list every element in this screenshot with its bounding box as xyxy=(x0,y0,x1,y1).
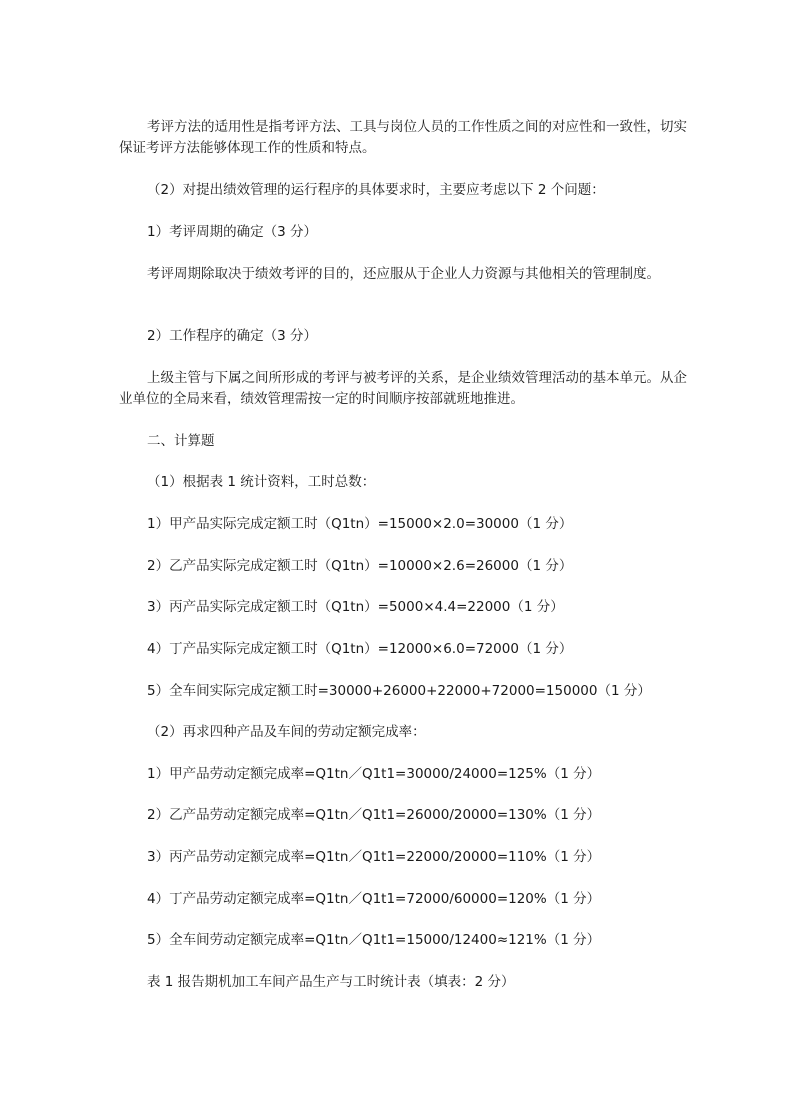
paragraph-method-applicability: 考评方法的适用性是指考评方法、工具与岗位人员的工作性质之间的对应性和一致性，切实保证考评方法能够体现工作的性质和特点。 xyxy=(119,119,687,156)
calc-line-product-c-rate: 3）丙产品劳动定额完成率=Q1tn／Q1t1=22000/20000=110%（1 分） xyxy=(147,849,601,865)
paragraph-completion-rate-intro: （2）再求四种产品及车间的劳动定额完成率： xyxy=(147,724,426,740)
heading-work-procedure: 2）工作程序的确定（3 分） xyxy=(147,328,317,344)
calc-line-product-d-hours: 4）丁产品实际完成定额工时（Q1tn）=12000×6.0=72000（1 分） xyxy=(147,641,573,657)
paragraph-work-procedure: 上级主管与下属之间所形成的考评与被考评的关系，是企业绩效管理活动的基本单元。从企业单位的全局来看，绩效管理需按一定的时间顺序按部就班地推进。 xyxy=(119,370,687,407)
calc-line-product-b-hours: 2）乙产品实际完成定额工时（Q1tn）=10000×2.6=26000（1 分） xyxy=(147,558,573,574)
paragraph-total-hours-intro: （1）根据表 1 统计资料，工时总数： xyxy=(147,474,376,490)
calc-line-workshop-hours: 5）全车间实际完成定额工时=30000+26000+22000+72000=150000（1 分） xyxy=(147,683,651,699)
section-heading-calculation: 二、计算题 xyxy=(147,433,215,449)
calc-line-workshop-rate: 5）全车间劳动定额完成率=Q1tn／Q1t1=15000/12400≈121%（1 分） xyxy=(147,932,601,948)
calc-line-product-d-rate: 4）丁产品劳动定额完成率=Q1tn／Q1t1=72000/60000=120%（1 分） xyxy=(147,891,601,907)
calc-line-product-a-rate: 1）甲产品劳动定额完成率=Q1tn／Q1t1=30000/24000=125%（1 分） xyxy=(147,766,601,782)
paragraph-appraisal-cycle: 考评周期除取决于绩效考评的目的，还应服从于企业人力资源与其他相关的管理制度。 xyxy=(147,266,660,282)
calc-line-product-b-rate: 2）乙产品劳动定额完成率=Q1tn／Q1t1=26000/20000=130%（1 分） xyxy=(147,807,601,823)
calc-line-product-a-hours: 1）甲产品实际完成定额工时（Q1tn）=15000×2.0=30000（1 分） xyxy=(147,516,573,532)
calc-line-product-c-hours: 3）丙产品实际完成定额工时（Q1tn）=5000×4.4=22000（1 分） xyxy=(147,599,564,615)
table-caption: 表 1 报告期机加工车间产品生产与工时统计表（填表：2 分） xyxy=(147,974,515,990)
paragraph-procedure-requirements: （2）对提出绩效管理的运行程序的具体要求时，主要应考虑以下 2 个问题： xyxy=(147,182,605,198)
heading-appraisal-cycle: 1）考评周期的确定（3 分） xyxy=(147,224,317,240)
